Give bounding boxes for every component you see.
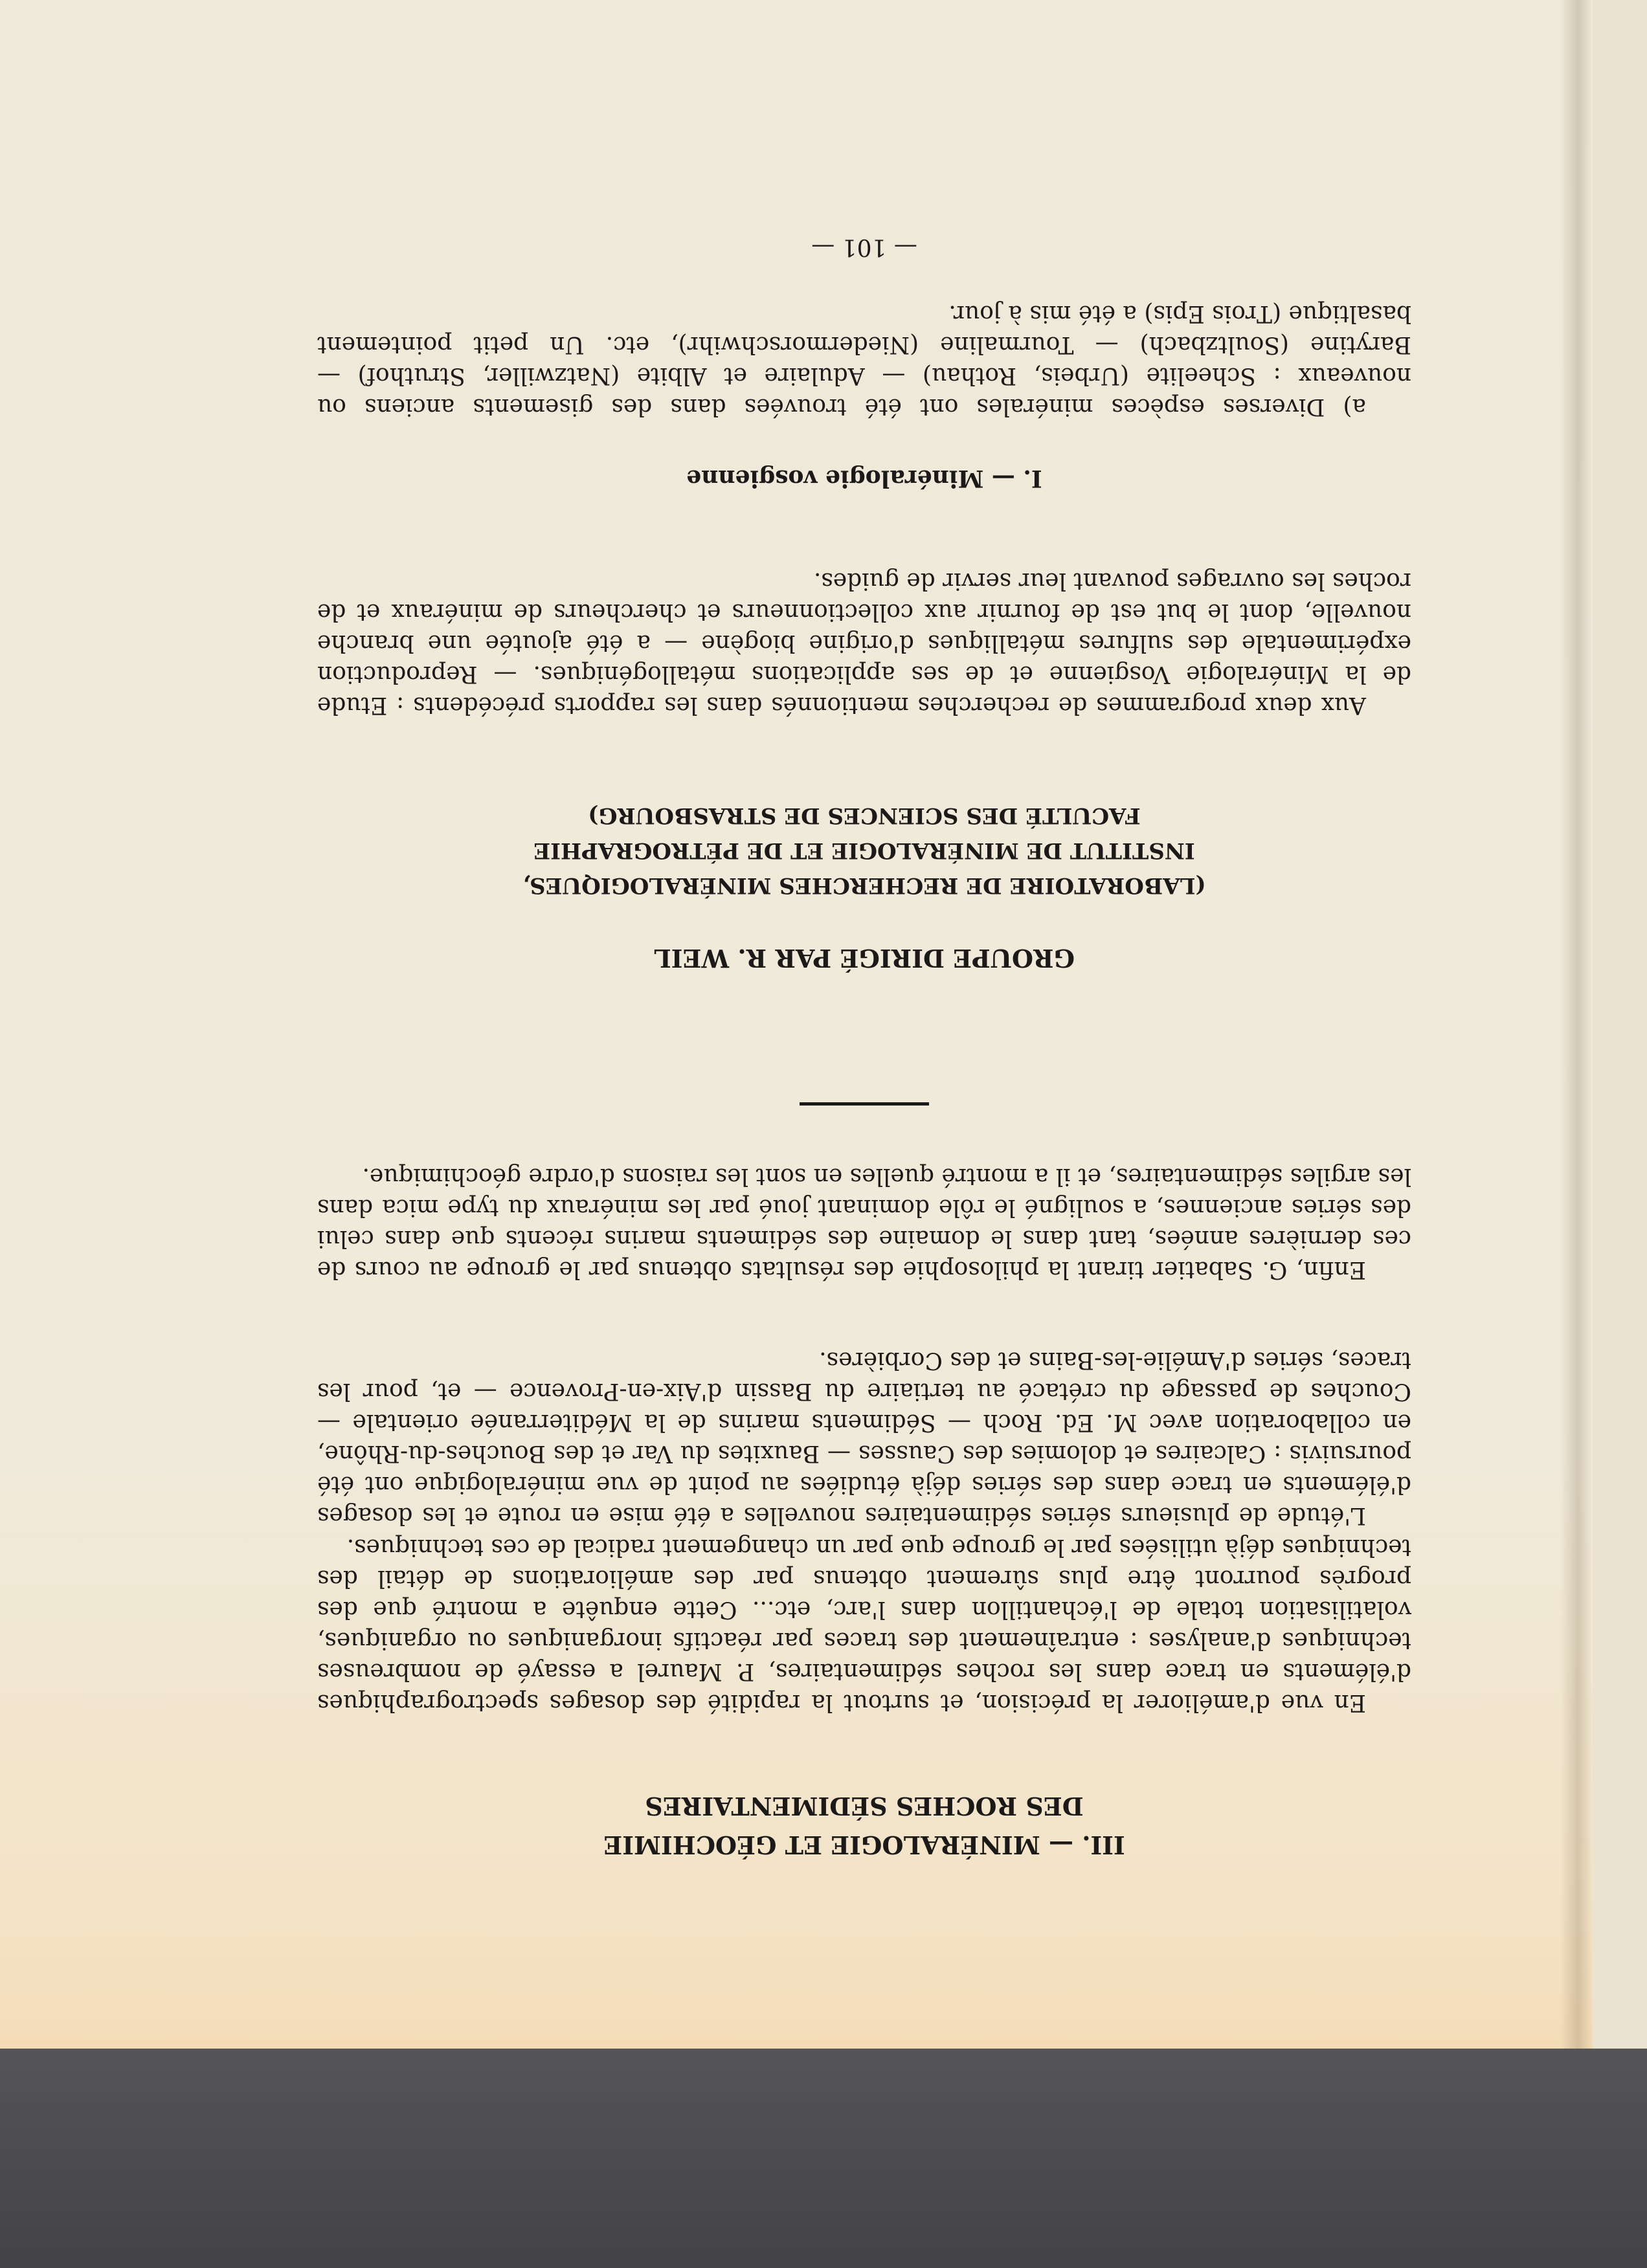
page-content-rotated xyxy=(317,233,1411,1864)
lab-affiliation xyxy=(317,798,1411,903)
subsection-title-text: I. — Minéralogie vosgienne xyxy=(686,465,1042,492)
paragraph-text: En vue d'améliorer la précision, et surtout la rapidité des dosages spectrographiques d'éléments en trace dans les roches sédimentaires, P. Maurel a essayé de nombreuses techniques d'analyses : entraînement des traces par réactifs inorganiques ou organiques, volatilisation totale de l'échantillon dans l'arc, etc... Cette enquête a montré que des progrès pourront être plus sûrement obtenus par des améliorations de détail des techniques déjà utilisées par le groupe que par un changement radical de ces techniques. xyxy=(317,1534,1411,1716)
subsection-title xyxy=(317,465,1411,492)
lab-line: INSTITUT DE MINÉRALOGIE ET DE PÉTROGRAPHIE xyxy=(533,838,1195,863)
paragraph xyxy=(317,565,1411,720)
section-title-line: III. — MINÉRALOGIE ET GÉOCHIMIE xyxy=(603,1830,1125,1860)
section-divider xyxy=(800,1102,929,1106)
group-title-text: GROUPE DIRIGÉ PAR R. WEIL xyxy=(653,944,1075,973)
paragraph xyxy=(317,1531,1411,1718)
paragraph xyxy=(317,1344,1411,1531)
scanner-background xyxy=(0,2049,1647,2268)
paragraph xyxy=(317,1161,1411,1285)
paragraph-text: Aux deux programmes de recherches mentionnés dans les rapports précédents : Etude de la Minéralogie Vosgienne et de ses applications métallogéniques. — Reproduction expérimentale des sulfures métalliques d'origine biogène — a été ajoutée une branche nouvelle, dont le but est de fournir aux collectionneurs et chercheurs de minéraux et de roches les ouvrages pouvant leur servir de guides. xyxy=(317,568,1411,718)
page-edge xyxy=(1593,0,1647,2049)
section-title-line: DES ROCHES SÉDIMENTAIRES xyxy=(645,1792,1084,1821)
page-number: — 101 — xyxy=(811,234,917,260)
paragraph-text: Enfin, G. Sabatier tirant la philosophie des résultats obtenus par le groupe au cours de ces dernières années, tant dans le domaine des sédiments marins récents que dans celui des séries anciennes, a souligné le rôle dominant joué par les minéraux du type mica dans les argiles sédimentaires, et il a montré quelles en sont les raisons d'ordre géochimique. xyxy=(317,1163,1411,1283)
lab-line: (LABORATOIRE DE RECHERCHES MINÉRALOGIQUES, xyxy=(522,873,1206,898)
paragraph-text: L'étude de plusieurs séries sédimentaires nouvelles a été mise en route et les dosages d'éléments en trace dans des séries déjà étudiées au point de vue minéralogique ont été poursuivis : Calcaires et dolomies des Causses — Bauxites du Var et des Bouches-du-Rhône, en collaboration avec M. Ed. Roch — Sédiments marins de la Méditerranée orientale — Couches de passage du crétacé au tertiaire du Bassin d'Aix-en-Provence — et, pour les traces, séries d'Amélie-les-Bains et des Corbières. xyxy=(317,1347,1411,1529)
paragraph xyxy=(317,298,1411,422)
paragraph-text: a) Diverses espèces minérales ont été trouvées dans des gisements anciens ou nouveaux : Scheelite (Urbeis, Rothau) — Adulaire et Albite (Natzwiller, Struthof) — Barytine (Soultzbach) — Tourmaline (Niedermorschwihr), etc. Un petit pointement basaltique (Trois Epis) a été mis à jour. xyxy=(317,300,1411,420)
section-title xyxy=(317,1786,1411,1864)
lab-line: FACULTÉ DES SCIENCES DE STRASBOURG) xyxy=(588,803,1141,828)
page-fold-shadow xyxy=(1560,0,1593,2049)
group-title xyxy=(317,939,1411,977)
